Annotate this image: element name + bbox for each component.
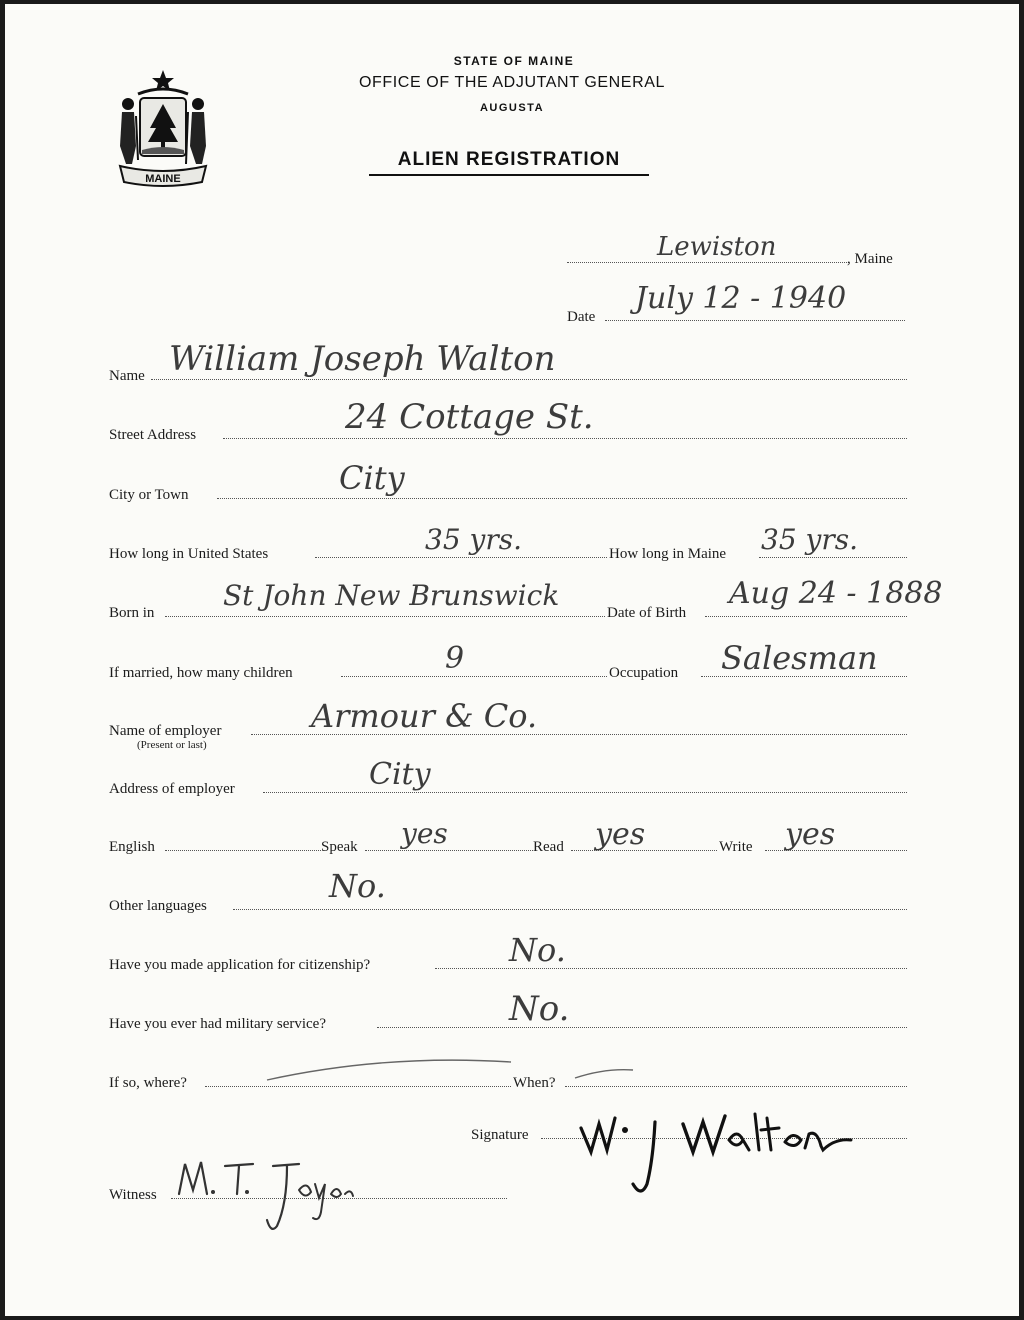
seal-lettering: MAINE — [145, 173, 181, 185]
occupation-label: Occupation — [609, 665, 679, 681]
other-languages-line — [233, 909, 907, 910]
other-languages-entry: No. — [329, 867, 386, 905]
employer-name-note: (Present or last) — [137, 739, 207, 751]
signature-text: Wm J Walton — [765, 1241, 837, 1254]
header-city: AUGUSTA — [479, 102, 545, 114]
employer-address-entry: City — [369, 757, 431, 792]
date-of-birth-entry: Aug 24 - 1888 — [729, 576, 943, 611]
date-of-birth-line — [705, 616, 907, 617]
when-label: When? — [513, 1075, 556, 1091]
town-line — [567, 262, 849, 263]
city-or-town-line — [217, 498, 907, 499]
form-title: ALIEN REGISTRATION — [397, 149, 621, 170]
how-long-maine-entry: 35 yrs. — [761, 523, 859, 556]
header-office: OFFICE OF THE ADJUTANT GENERAL — [358, 74, 666, 91]
header-state: STATE OF MAINE — [453, 54, 575, 68]
occupation-entry: Salesman — [721, 639, 878, 677]
employer-name-entry: Armour & Co. — [311, 697, 538, 735]
speak-line — [365, 850, 533, 851]
citizenship-entry: No. — [509, 931, 566, 969]
date-entry: July 12 - 1940 — [635, 281, 847, 316]
title-underline — [369, 174, 649, 176]
read-entry: yes — [595, 817, 646, 852]
street-address-label: Street Address — [109, 427, 197, 443]
name-entry: William Joseph Walton — [169, 339, 556, 379]
name-line — [151, 379, 907, 380]
how-long-maine-line — [759, 557, 907, 558]
street-address-entry: 24 Cottage St. — [345, 397, 594, 437]
name-label: Name — [109, 368, 145, 384]
witness-text: M. T. Joyce — [365, 1241, 426, 1254]
date-of-birth-label: Date of Birth — [607, 605, 687, 621]
military-line — [377, 1027, 907, 1028]
born-in-entry: St John New Brunswick — [223, 579, 560, 612]
speak-entry: yes — [401, 817, 448, 850]
employer-address-label: Address of employer — [109, 781, 235, 797]
employer-address-line — [263, 792, 907, 793]
how-long-us-entry: 35 yrs. — [425, 523, 523, 556]
date-line — [605, 320, 905, 321]
read-label: Read — [533, 839, 564, 855]
maine-label: , Maine — [847, 251, 893, 267]
city-or-town-label: City or Town — [109, 487, 189, 503]
signature-entry — [565, 1094, 865, 1204]
city-or-town-entry: City — [339, 459, 405, 497]
children-line — [341, 676, 607, 677]
how-long-us-label: How long in United States — [109, 546, 269, 562]
if-so-where-label: If so, where? — [109, 1075, 187, 1091]
military-entry: No. — [509, 989, 570, 1029]
write-label: Write — [719, 839, 753, 855]
speak-label: Speak — [321, 839, 358, 855]
military-label: Have you ever had military service? — [109, 1016, 326, 1032]
registration-form — [5, 4, 1019, 1316]
signature-label: Signature — [471, 1127, 529, 1143]
when-line — [565, 1086, 907, 1087]
citizenship-line — [435, 968, 907, 969]
how-long-maine-label: How long in Maine — [609, 546, 727, 562]
employer-name-label: Name of employer — [109, 723, 222, 739]
street-address-line — [223, 438, 907, 439]
write-entry: yes — [785, 817, 836, 852]
children-entry: 9 — [445, 641, 465, 676]
born-in-line — [165, 616, 605, 617]
citizenship-label: Have you made application for citizenship? — [109, 957, 371, 973]
town-entry: Lewiston — [657, 232, 777, 262]
how-long-us-line — [315, 557, 607, 558]
witness-entry — [173, 1154, 358, 1234]
children-label: If married, how many children — [109, 665, 293, 681]
witness-label: Witness — [109, 1187, 157, 1203]
other-languages-label: Other languages — [109, 898, 207, 914]
born-in-label: Born in — [109, 605, 155, 621]
if-so-where-line — [205, 1086, 511, 1087]
english-line — [165, 850, 321, 851]
english-label: English — [109, 839, 155, 855]
date-label: Date — [567, 309, 596, 325]
